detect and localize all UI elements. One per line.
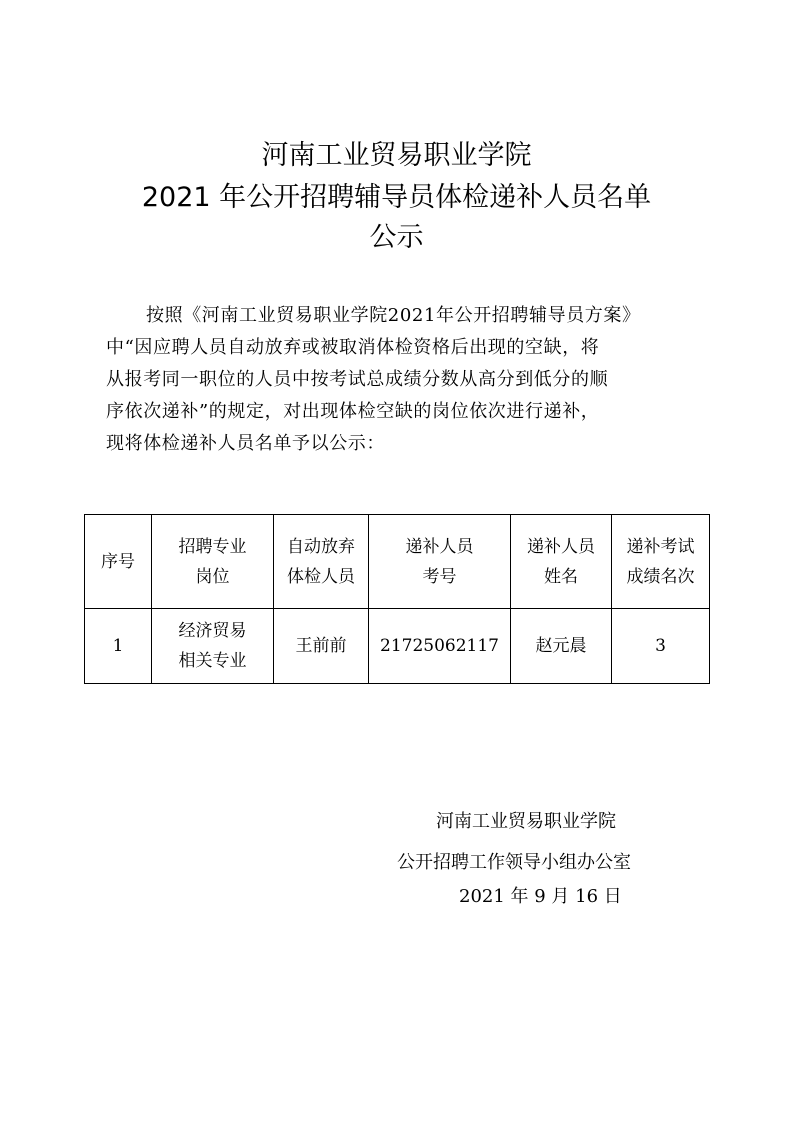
header-exam-no: 递补人员 考号 [369,515,511,609]
header-position: 招聘专业 岗位 [152,515,274,609]
replacement-roster-table [84,514,710,684]
notice-paragraph [106,300,692,460]
paragraph-line: 从报考同一职位的人员中按考试总成绩分数从高分到低分的顺 [106,369,609,390]
document-title-line2: 2021 年公开招聘辅导员体检递补人员名单 [141,182,652,213]
paragraph-line: 中“因应聘人员自动放弃或被取消体检资格后出现的空缺，将 [106,337,600,358]
header-rank: 递补考试 成绩名次 [612,515,710,609]
cell-index: 1 [85,609,152,684]
header-name: 递补人员 姓名 [511,515,612,609]
cell-withdrawn: 王前前 [274,609,369,684]
table-header-row [85,515,710,609]
cell-position: 经济贸易 相关专业 [152,609,274,684]
signature-date: 2021 年 9 月 16 日 [459,886,622,907]
cell-exam-no: 21725062117 [369,609,511,684]
document-title-line3: 公示 [369,222,424,253]
cell-name: 赵元晨 [511,609,612,684]
signature-office: 公开招聘工作领导小组办公室 [397,852,631,873]
header-withdrawn: 自动放弃 体检人员 [274,515,369,609]
paragraph-line: 按照《河南工业贸易职业学院2021年公开招聘辅导员方案》 [146,305,641,326]
table-row [85,609,710,684]
signature-org: 河南工业贸易职业学院 [436,811,616,832]
paragraph-line: 序依次递补”的规定，对出现体检空缺的岗位依次进行递补， [106,401,600,422]
document-title-line1: 河南工业贸易职业学院 [261,140,532,171]
cell-rank: 3 [612,609,710,684]
paragraph-line: 现将体检递补人员名单予以公示： [106,433,385,454]
header-index: 序号 [85,515,152,609]
